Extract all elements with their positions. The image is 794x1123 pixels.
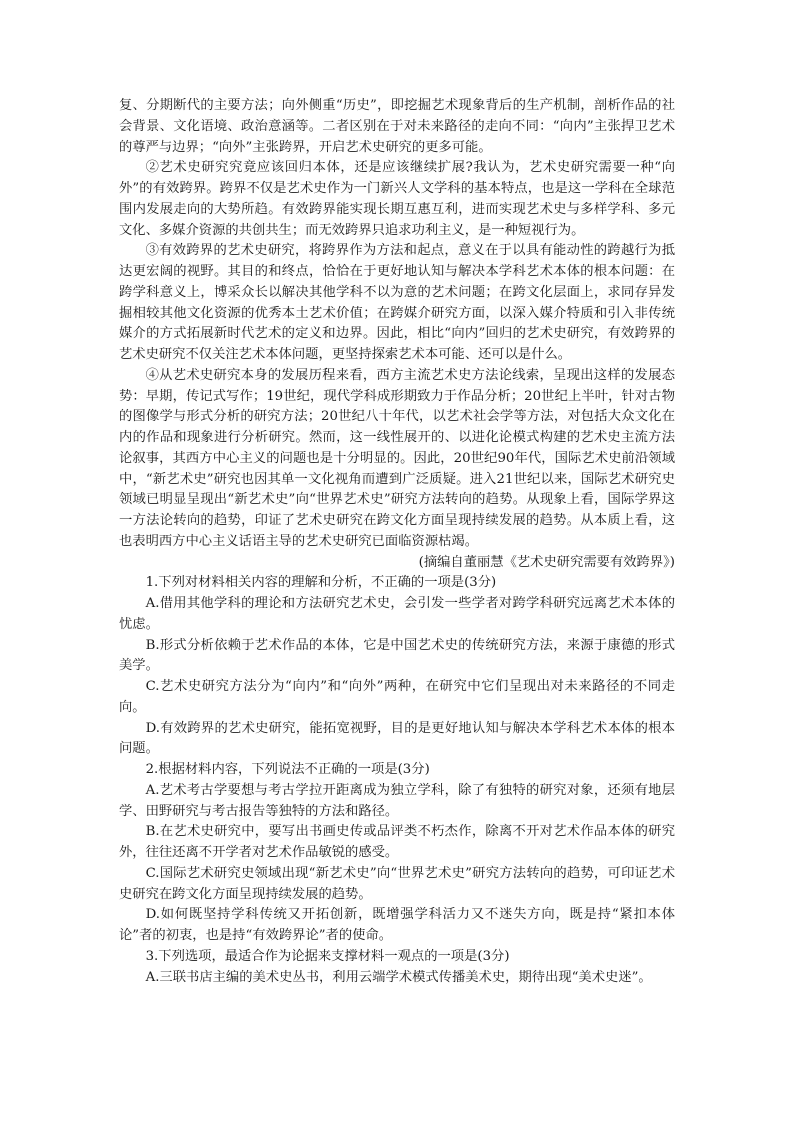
article-paragraph-continued: 复、分期断代的主要方法；向外侧重“历史”，即挖掘艺术现象背后的生产机制，剖析作品的社会背景、文化语境、政治意涵等。二者区别在于对未来路径的走向不同：“向内”主张捍卫艺术的尊严与边界；“向外”主张跨界，开启艺术史研究的更多可能。 [119,98,675,155]
option-d: D.如何既坚持学科传统又开拓创新，既增强学科活力又不迷失方向，既是持“紧扣本体论”者的初衷，也是持“有效跨界论”者的使命。 [119,907,675,943]
question-3 [119,947,675,989]
question-stem: 2.根据材料内容，下列说法不正确的一项是(3分) [145,762,430,777]
option-b: B.在艺术史研究中，要写出书画史传或品评类不朽杰作，除离不开对艺术作品本体的研究外，往往还离不开学者对艺术作品敏锐的感受。 [119,824,675,860]
option-c: C.艺术史研究方法分为“向内”和“向外”两种，在研究中它们呈现出对未来路径的不同走向。 [119,679,675,715]
option-a: A.借用其他学科的理论和方法研究艺术史，会引发一些学者对跨学科研究远离艺术本体的忧虑。 [119,596,675,632]
question-stem: 3.下列选项，最适合作为论据来支撑材料一观点的一项是(3分) [145,948,510,964]
article-paragraph-4: ④从艺术史研究本身的发展历程来看，西方主流艺术史方法论线索，呈现出这样的发展态势：早期，传记式写作；19世纪，现代学科成形期致力于作品分析；20世纪上半叶，针对古物的图像学与形式分析的研究方法；20世纪八十年代，以艺术社会学等方法，对包括大众文化在内的作品和现象进行分析研究。然而，这一线性展开的、以进化论模式构建的艺术史主流方法论叙事，其西方中心主义的问题也是十分明显的。因此，20世纪90年代，国际艺术史前沿领域中，“新艺术史”研究也因其单一文化视角而遭到广泛质疑。进入21世纪以来，国际艺术研究史领域已明显呈现出“新艺术史”向“世界艺术史”研究方法转向的趋势。从现象上看，国际学界这一方法论转向的趋势，印证了艺术史研究在跨文化方面呈现持续发展的趋势。从本质上看，这也表明西方中心主义话语主导的艺术史研究已面临资源枯竭。 [119,367,675,549]
article [119,96,675,573]
article-paragraph-3: ③有效跨界的艺术史研究，将跨界作为方法和起点，意义在于以具有能动性的跨越行为抵达更宏阔的视野。其目的和终点，恰恰在于更好地认知与解决本学科艺术本体的根本问题：在跨学科意义上，博采众长以解决其他学科不以为意的艺术问题；在跨文化层面上，求同存异发掘相较其他文化资源的优秀本土艺术价值；在跨媒介研究方面，以深入媒介特质和引入非传统媒介的方式拓展新时代艺术的定义和边界。因此，相比“向内”回归的艺术史研究，有效跨界的艺术史研究不仅关注艺术本体问题，更坚持探索艺术本可能、还可以是什么。 [119,243,675,362]
option-b: B.形式分析依赖于艺术作品的本体，它是中国艺术史的传统研究方法，来源于康德的形式美学。 [119,637,675,674]
question-2 [119,760,675,947]
exam-page [119,96,675,988]
option-a: A.三联书店主编的美术史丛书，利用云端学术模式传播美术史，期待出现“美术史迷”。 [145,969,652,985]
question-stem: 1.下列对材料相关内容的理解和分析，不正确的一项是(3分) [145,575,497,591]
question-1 [119,573,675,760]
option-c: C.国际艺术研究史领域出现“新艺术史”向“世界艺术史”研究方法转向的趋势，可印证艺术史研究在跨文化方面呈现持续发展的趋势。 [119,865,675,902]
article-source: (摘编自董丽慧《艺术史研究需要有效跨界》) [418,554,675,570]
option-a: A.艺术考古学要想与考古学拉开距离成为独立学科，除了有独特的研究对象，还须有地层学、田野研究与考古报告等独特的方法和路径。 [119,782,675,819]
option-d: D.有效跨界的艺术史研究，能拓宽视野，目的是更好地认知与解决本学科艺术本体的根本问题。 [119,720,675,757]
article-paragraph-2: ②艺术史研究究竟应该回归本体，还是应该继续扩展?我认为，艺术史研究需要一种“向外”的有效跨界。跨界不仅是艺术史作为一门新兴人文学科的基本特点，也是这一学科在全球范围内发展走向的大势所趋。有效跨界能实现长期互惠互利，进而实现艺术史与多样学科、多元文化、多媒介资源的共创共生；而无效跨界只追求功利主义，是一种短视行为。 [119,160,675,238]
